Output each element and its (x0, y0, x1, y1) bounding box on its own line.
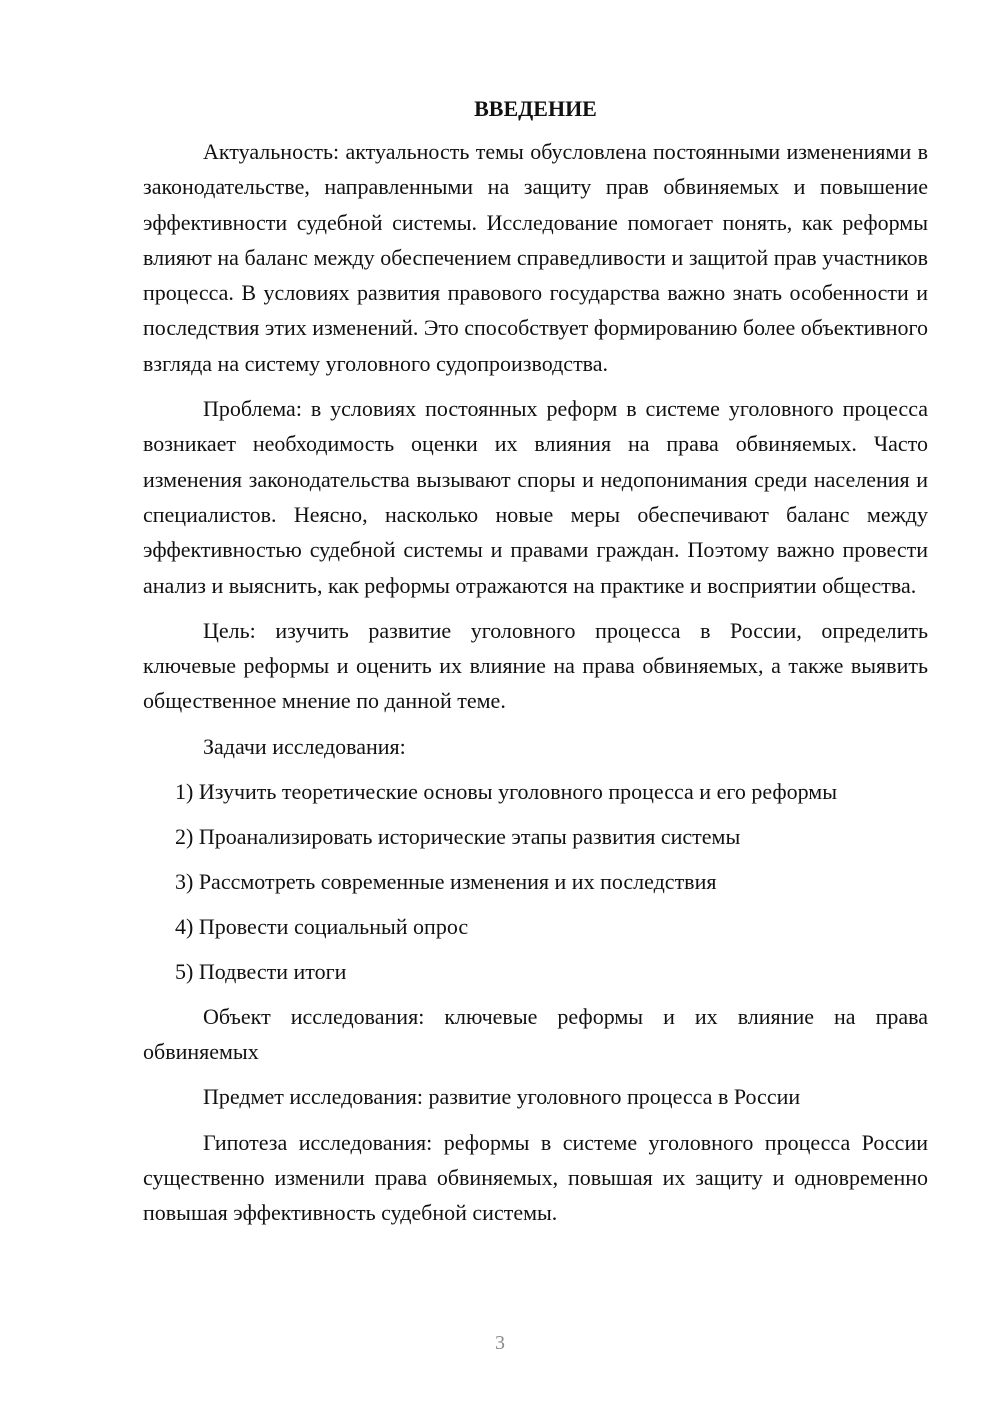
object-paragraph: Объект исследования: ключевые реформы и их влияние на права обвиняемых (143, 1003, 928, 1065)
page-number: 3 (495, 1332, 505, 1354)
page-title: ВВЕДЕНИЕ (474, 96, 597, 121)
task-item: 1) Изучить теоретические основы уголовного процесса и его реформы (175, 778, 837, 804)
task-item: 2) Проанализировать исторические этапы развития системы (175, 823, 741, 849)
tasks-heading: Задачи исследования: (203, 733, 406, 759)
problem-paragraph: Проблема: в условиях постоянных реформ в системе уголовного процесса возникает необходимость оценки их влияния на права обвиняемых. Часто изменения законодательства вызывают споры и недопонимания среди населения и специалистов. Неясно, насколько новые меры обеспечивают баланс между эффективностью судебной системы и правами граждан. Поэтому важно провести анализ и выяснить, как реформы отражаются на практике и восприятии общества. (143, 396, 928, 598)
relevance-paragraph: Актуальность: актуальность темы обусловлена постоянными изменениями в законодательстве, направленными на защиту прав обвиняемых и повышение эффективности судебной системы. Исследование помогает понять, как реформы влияют на баланс между обеспечением справедливости и защитой прав участников процесса. В условиях развития правового государства важно знать особенности и последствия этих изменений. Это способствует формированию более объективного взгляда на систему уголовного судопроизводства. (143, 139, 928, 376)
tasks-list (143, 774, 928, 989)
task-item: 4) Провести социальный опрос (175, 913, 469, 939)
document-page (143, 92, 928, 1241)
goal-paragraph: Цель: изучить развитие уголовного процесса в России, определить ключевые реформы и оценить их влияние на права обвиняемых, а также выявить общественное мнение по данной теме. (143, 617, 928, 714)
task-item: 3) Рассмотреть современные изменения и их последствия (175, 868, 717, 894)
hypothesis-paragraph: Гипотеза исследования: реформы в системе уголовного процесса России существенно изменили права обвиняемых, повышая их защиту и одновременно повышая эффективность судебной системы. (143, 1129, 928, 1226)
subject-paragraph: Предмет исследования: развитие уголовного процесса в России (203, 1084, 801, 1110)
task-item: 5) Подвести итоги (175, 958, 347, 984)
